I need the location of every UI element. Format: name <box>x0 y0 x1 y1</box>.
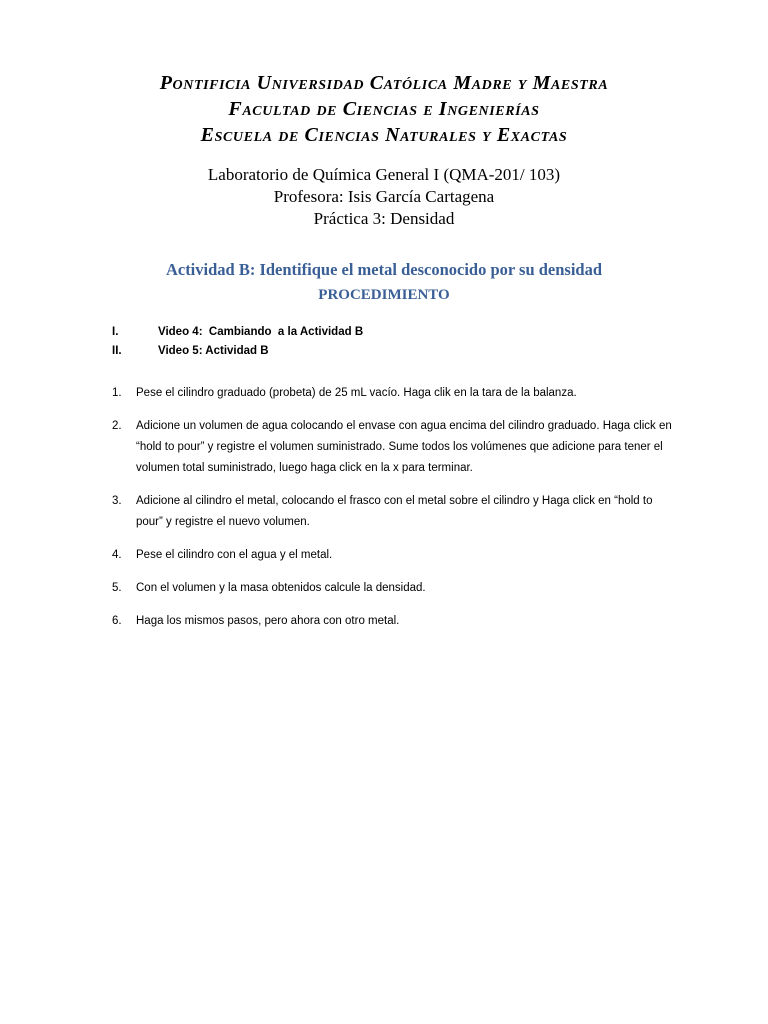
step-text: Adicione un volumen de agua colocando el envase con agua encima del cilindro graduado. Haga click en “hold to pour” y registre el volumen suministrado. Sume todos los volúmenes que adicione para tener el volumen total suministrado, luego haga click en la x para terminar. <box>136 420 672 474</box>
step-text: Adicione al cilindro el metal, colocando el frasco con el metal sobre el cilindro y Haga click en “hold to pour” y registre el nuevo volumen. <box>136 495 653 528</box>
lab-course-title: Laboratorio de Química General I (QMA-201/ 103) <box>207 165 561 184</box>
activity-title: Actividad B: Identifique el metal desconocido por su densidad <box>165 260 603 279</box>
procedure-step <box>0 545 768 566</box>
activity-heading <box>0 259 768 305</box>
procedure-step <box>0 611 768 632</box>
institution-header <box>0 70 768 148</box>
teacher-name: Profesora: Isis García Cartagena <box>273 187 495 206</box>
step-text: Haga los mismos pasos, pero ahora con otro metal. <box>136 615 400 627</box>
procedure-steps <box>0 383 768 644</box>
step-text: Pese el cilindro graduado (probeta) de 25 mL vacío. Haga clik en la tara de la balanza. <box>136 387 577 399</box>
step-number: 6. <box>112 615 122 627</box>
video-list-item <box>0 342 768 361</box>
course-info <box>0 164 768 230</box>
step-number: 1. <box>112 387 122 399</box>
step-number: 2. <box>112 420 122 432</box>
procedure-step <box>0 491 768 533</box>
step-text: Pese el cilindro con el agua y el metal. <box>136 549 333 561</box>
video-title: Video 5: Actividad B <box>158 345 269 357</box>
procedure-step <box>0 416 768 479</box>
procedure-step <box>0 383 768 404</box>
practice-title: Práctica 3: Densidad <box>313 209 455 228</box>
step-number: 4. <box>112 549 122 561</box>
step-text: Con el volumen y la masa obtenidos calcule la densidad. <box>136 582 426 594</box>
step-number: 3. <box>112 495 122 507</box>
procedure-heading: PROCEDIMIENTO <box>318 287 450 303</box>
video-number: II. <box>112 345 122 357</box>
school-name: Escuela de Ciencias Naturales y Exactas <box>200 124 568 146</box>
step-number: 5. <box>112 582 122 594</box>
video-number: I. <box>112 326 119 338</box>
video-title: Video 4: Cambiando a la Actividad B <box>158 326 364 338</box>
university-name: Pontificia Universidad Católica Madre y Maestra <box>159 72 609 94</box>
video-list-item <box>0 323 768 342</box>
faculty-name: Facultad de Ciencias e Ingenierías <box>228 98 540 120</box>
procedure-step <box>0 578 768 599</box>
video-list <box>0 323 768 361</box>
